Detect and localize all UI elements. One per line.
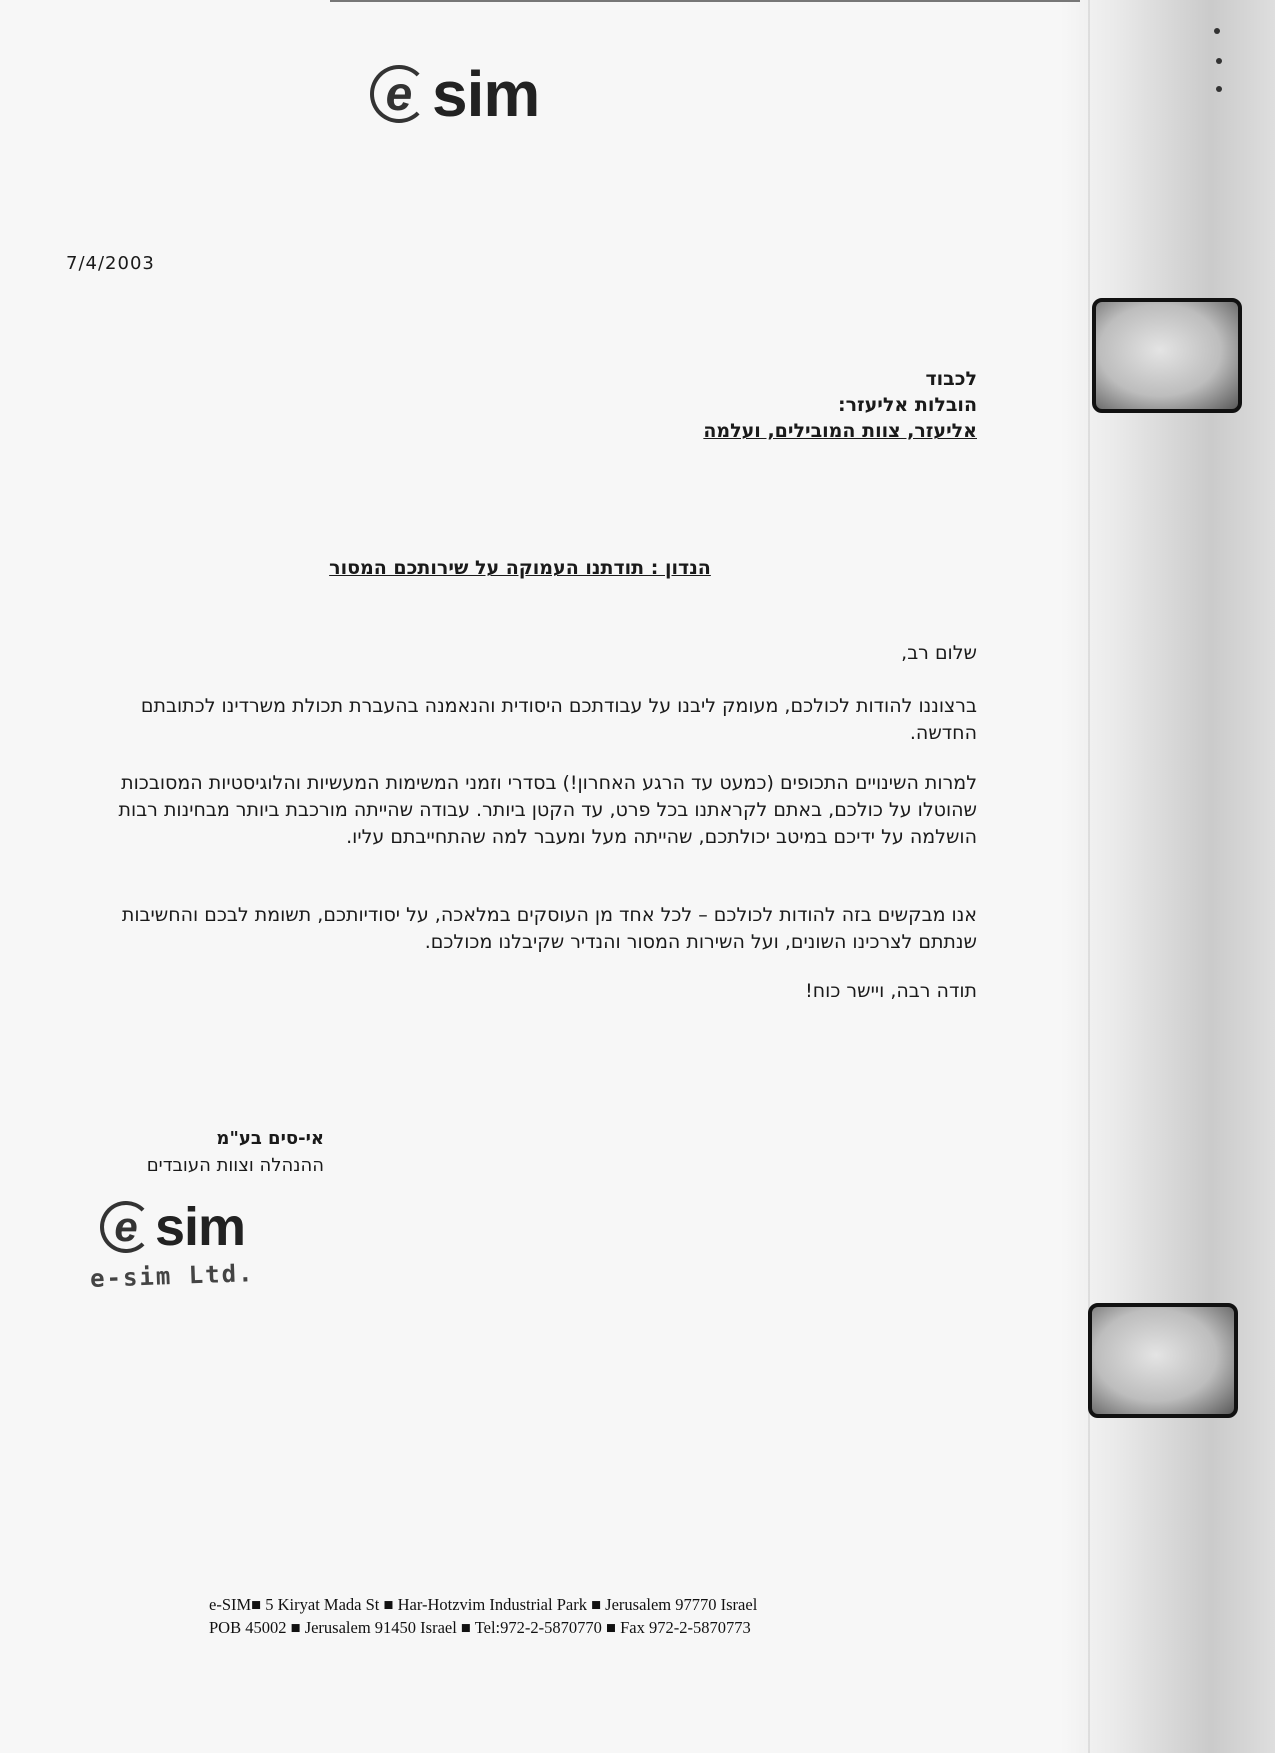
stamp-wordmark: sim	[155, 1197, 246, 1257]
addressee-line-2: הובלות אליעזר:	[838, 394, 977, 416]
top-scan-rule	[330, 0, 1080, 2]
page-fold-line	[1088, 0, 1090, 1753]
binder-tab-top	[1092, 298, 1242, 413]
letterhead-logo	[370, 58, 540, 130]
signature-block	[64, 1125, 324, 1179]
paragraph-2: למרות השינויים התכופים (כמעט עד הרגע האחרון!) בסדרי וזמני המשימות המעשיות והלוגיסטיות המסובכות שהוטלו על כולכם, באתם לקראתנו בכל פרט, עד הקטן ביותר. עבודה שהייתה מורכבת ביותר מבחינות רבות הושלמה על ידיכם במיטב יכולתכם, שהייתה מעל ומעבר למה שהתחייבתם עליו.	[118, 772, 977, 848]
subject-text: הנדון : תודתנו העמוקה על שירותכם המסור	[329, 557, 711, 579]
paragraph-3: אנו מבקשים בזה להודות לכולכם – לכל אחד מן העוסקים במלאכה, על יסודיותכם, תשומת לבכם והחשיבות שנתתם לצרכינו השונים, ועל השירות המסור והנדיר שקיבלנו מכולכם.	[121, 904, 977, 953]
scan-dot	[1216, 58, 1222, 64]
scan-dot	[1216, 86, 1222, 92]
subject-line	[0, 557, 1040, 579]
addressee-block	[457, 366, 977, 444]
footer-address	[209, 1593, 757, 1639]
logo-wordmark: sim	[432, 58, 540, 130]
scan-dot	[1214, 28, 1220, 34]
footer-line-2: POB 45002 ■ Jerusalem 91450 Israel ■ Tel:972-2-5870770 ■ Fax 972-2-5870773	[209, 1618, 751, 1637]
binder-tab-bottom	[1088, 1303, 1238, 1418]
signature-company: אי-סים בע"מ	[216, 1128, 324, 1149]
signature-team: ההנהלה וצוות העובדים	[146, 1155, 324, 1176]
footer-line-1: e-SIM■ 5 Kiryat Mada St ■ Har-Hotzvim Industrial Park ■ Jerusalem 97770 Israel	[209, 1595, 758, 1614]
addressee-line-3: אליעזר, צוות המובילים, ועלמה	[703, 420, 977, 442]
company-stamp-logo	[100, 1197, 246, 1257]
letter-date: 7/4/2003	[66, 253, 155, 274]
greeting: שלום רב,	[901, 642, 977, 664]
closing-line: תודה רבה, ויישר כוח!	[805, 980, 977, 1002]
addressee-line-1: לכבוד	[925, 368, 977, 390]
stamp-ltd-text: e-sim Ltd.	[89, 1259, 255, 1293]
scan-edge-shadow	[1060, 0, 1275, 1753]
e-mark-icon: e	[100, 1201, 152, 1253]
paragraph-1: ברצוננו להודות לכולכם, מעומק ליבנו על עבודתכם היסודית והנאמנה בהעברת תכולת משרדינו לכתובתם החדשה.	[140, 695, 977, 744]
e-mark-icon: e	[370, 65, 428, 123]
